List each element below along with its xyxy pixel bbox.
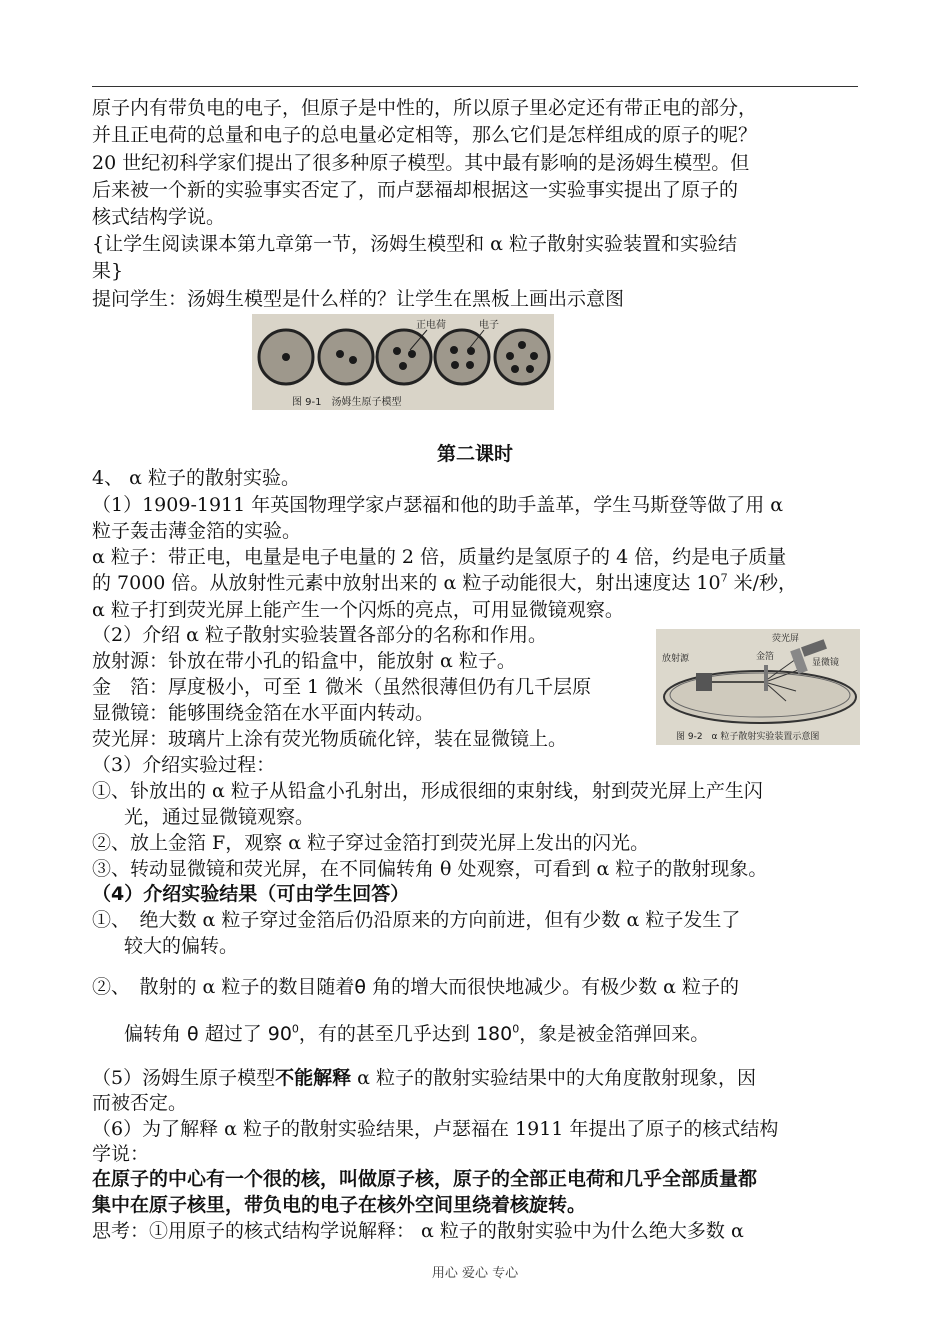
- paragraph-line: α 粒子打到荧光屏上能产生一个闪烁的亮点，可用显微镜观察。: [92, 599, 624, 621]
- paragraph-line: [92, 1065, 872, 1091]
- key-statement: 在原子的中心有一个很的核，叫做原子核，原子的全部正电荷和几乎全部质量都: [92, 1168, 758, 1190]
- text-run: 米/秒，: [727, 572, 798, 594]
- section-heading: 4、 α 粒子的散射实验。: [92, 467, 300, 489]
- paragraph-line: 而被否定。: [92, 1092, 188, 1114]
- superscript: 0: [291, 1022, 299, 1036]
- emphasis-text: 不能解释: [275, 1067, 352, 1089]
- paragraph-line: （1）1909-1911 年英国物理学家卢瑟福和他的助手盖革，学生马斯登等做了用 α: [92, 494, 784, 516]
- screen-label: 荧光屏: [772, 634, 800, 644]
- text-run: ，有的甚至几乎达到 180: [298, 1023, 513, 1045]
- text-run: θ 角的增大而很快地减少。有极少数: [354, 976, 658, 998]
- text-run: 的 7000 倍。从放射性元素中放射出来的 α 粒子动能很大，射出速度达 10: [92, 572, 721, 594]
- paragraph-line: α 粒子：带正电，电量是电子电量的 2 倍，质量约是氢原子的 4 倍，约是电子质量: [92, 546, 787, 568]
- thomson-model-illustration: [252, 314, 554, 410]
- paragraph-line: 显微镜：能够围绕金箔在水平面内转动。: [92, 702, 435, 724]
- paragraph-line: 荧光屏：玻璃片上涂有荧光物质硫化锌，装在显微镜上。: [92, 728, 568, 750]
- microscope-label: 显微镜: [812, 658, 840, 668]
- subheading: （4）介绍实验结果（可由学生回答）: [92, 883, 410, 905]
- text-run: 粒子的: [682, 976, 740, 998]
- apparatus-illustration: [656, 629, 860, 745]
- paragraph-line: 提问学生：汤姆生模型是什么样的？让学生在黑板上画出示意图: [92, 288, 625, 310]
- source-label: 放射源: [662, 654, 690, 664]
- paragraph-line: （6）为了解释 α 粒子的散射实验结果，卢瑟福在 1911 年提出了原子的核式结构: [92, 1118, 779, 1140]
- paragraph-line: 放射源：钋放在带小孔的铅盒中，能放射 α 粒子。: [92, 650, 516, 672]
- paragraph-line: 原子内有带负电的电子，但原子是中性的，所以原子里必定还有带正电的部分，: [92, 97, 758, 119]
- paragraph-line: [92, 974, 872, 1000]
- paragraph-line: ①、 绝大数 α 粒子穿过金箔后仍沿原来的方向前进，但有少数 α 粒子发生了: [92, 909, 741, 931]
- paragraph-line: （3）介绍实验过程：: [92, 754, 276, 776]
- text-run: ②、 散射的 α 粒子的数目随着: [92, 976, 355, 998]
- text-run: 偏转角 θ 超过了 90: [124, 1023, 292, 1045]
- paragraph-line: 后来被一个新的实验事实否定了，而卢瑟福却根据这一实验事实提出了原子的: [92, 179, 739, 201]
- paragraph-line: 学说：: [92, 1143, 150, 1165]
- electron-label: 电子: [479, 320, 499, 331]
- positive-charge-label: 正电荷: [416, 320, 446, 331]
- text-run: α: [657, 976, 683, 998]
- text-run: （5）汤姆生原子模型: [92, 1067, 276, 1089]
- figure-caption: 图 9-1 汤姆生原子模型: [292, 397, 402, 408]
- paragraph-line: [124, 1021, 904, 1047]
- figure-caption: 图 9-2 α 粒子散射实验装置示意图: [676, 732, 820, 742]
- paragraph-line: [92, 570, 872, 596]
- page-footer: 用心 爱心 专心: [431, 1266, 519, 1281]
- thomson-model-figure: [252, 314, 554, 410]
- paragraph-line: 思考：①用原子的核式结构学说解释： α 粒子的散射实验中为什么绝大多数 α: [92, 1220, 744, 1242]
- paragraph-line: ①、钋放出的 α 粒子从铅盒小孔射出，形成很细的束射线，射到荧光屏上产生闪: [92, 780, 763, 802]
- paragraph-line: 核式结构学说。: [92, 206, 226, 228]
- scattering-apparatus-figure: [656, 629, 860, 745]
- section-title: 第二课时: [436, 443, 513, 465]
- foil-label: 金箔: [756, 652, 775, 662]
- text-run: α 粒子的散射实验结果中的大角度散射现象，因: [351, 1067, 757, 1089]
- paragraph-line: ③、转动显微镜和荧光屏，在不同偏转角 θ 处观察，可看到 α 粒子的散射现象。: [92, 858, 768, 880]
- paragraph-line: 金 箔：厚度极小，可至 1 微米（虽然很薄但仍有几千层原: [92, 676, 592, 698]
- paragraph-line: 20 世纪初科学家们提出了很多种原子模型。其中最有影响的是汤姆生模型。但: [92, 152, 750, 174]
- paragraph-line: ②、放上金箔 F，观察 α 粒子穿过金箔打到荧光屏上发出的闪光。: [92, 832, 650, 854]
- paragraph-line: {让学生阅读课本第九章第一节，汤姆生模型和 α 粒子散射实验装置和实验结: [92, 233, 737, 255]
- paragraph-line: 果}: [92, 260, 124, 282]
- superscript: 7: [720, 571, 728, 585]
- key-statement: 集中在原子核里，带负电的电子在核外空间里绕着核旋转。: [92, 1194, 587, 1216]
- header-rule: [92, 86, 858, 87]
- superscript: 0: [512, 1022, 520, 1036]
- paragraph-line: 并且正电荷的总量和电子的总电量必定相等，那么它们是怎样组成的原子的呢？: [92, 124, 758, 146]
- paragraph-line: （2）介绍 α 粒子散射实验装置各部分的名称和作用。: [92, 624, 547, 646]
- paragraph-line: 较大的偏转。: [124, 935, 239, 957]
- text-run: ，象是被金箔弹回来。: [519, 1023, 710, 1045]
- paragraph-line: 粒子轰击薄金箔的实验。: [92, 520, 302, 542]
- paragraph-line: 光，通过显微镜观察。: [124, 806, 315, 828]
